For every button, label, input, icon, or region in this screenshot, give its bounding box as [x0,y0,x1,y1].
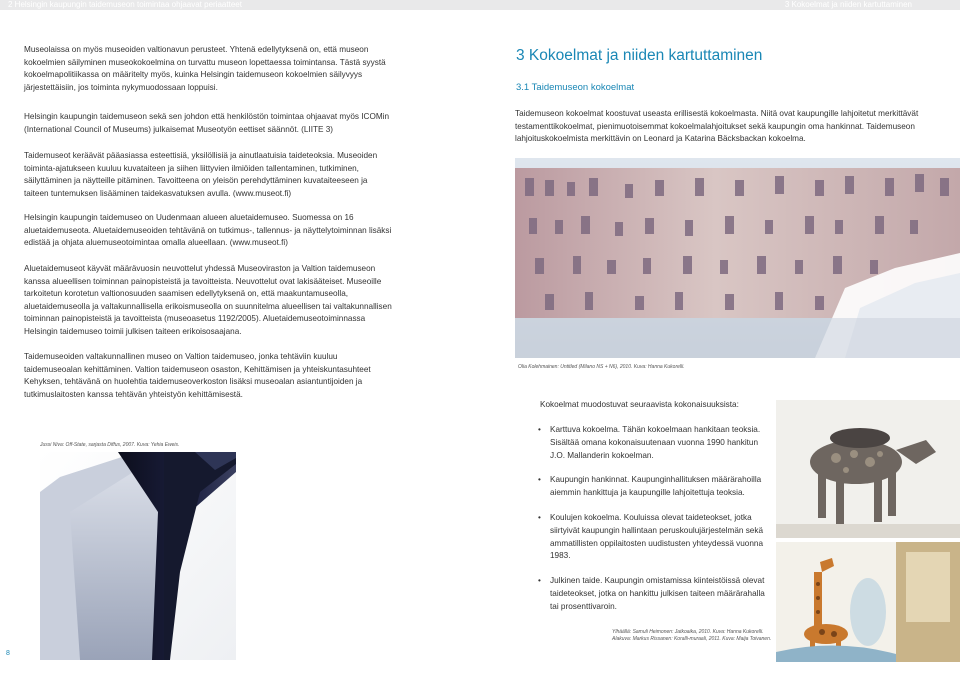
lower-photo-caption-top: Ylhäällä: Samuli Heimonen: Jatkoaika, 2010. Kuva: Hanna Kukorelli. [612,629,764,635]
left-paragraph-2: Helsingin kaupungin taidemuseon sekä sen johdon että henkilöstön toimintaa ohjaavat myös ICOMin (International Council of Museums) julkaisemat Museotyön eettiset säännöt. (LIITE 3) [24,112,390,134]
building-reflection-photo [515,158,960,358]
left-paragraph-1: Museolaissa on myös museoiden valtionavun perusteet. Yhtenä edellytyksenä on, että museon kokoelmien säilyminen museokokoelmina on turvattu museon lopettaessa toimintansa. Tästä syystä kokoelmapolitiikassa on määritelty myös, kuinka Helsingin taidemuseon kokoelmien säilyvyys järjestettäisiin, jos toiminta nykymuodossaan loppuisi. [24,45,386,92]
collection-bullet-1: • Karttuva kokoelma. Tähän kokoelmaan hankitaan teoksia. Sisältää omana kokonaisuutenaan vuonna 1990 hankitun J.O. Mallanderin kokoelman. [538,424,768,462]
section-title: 3.1 Taidemuseon kokoelmat [516,82,635,93]
giraffe-mural-image [776,542,960,662]
page-number: 8 [6,650,10,657]
collections-intro: Kokoelmat muodostuvat seuraavista kokonaisuuksista: [540,400,739,409]
left-paragraph-4: Helsingin kaupungin taidemuseo on Uudenmaan alueen aluetaidemuseo. Suomessa on 16 aluetaidemuseota. Aluetaidemuseoiden tehtävänä on tutkimus-, tallennus- ja näyttelytoiminnan lisäksi edistää ja ohjata aluemuseotoimintaa omalla alueellaan. (www.museot.fi) [24,213,392,248]
animal-painting-image [776,400,960,538]
chapter-title: 3 Kokoelmat ja niiden kartuttaminen [516,47,763,64]
collection-bullet-4: • Julkinen taide. Kaupungin omistamissa kiinteistöissä olevat taideteokset, jotka on hankittu julkisen taiteen määrärahalla tai prosenttivaroin. [538,575,768,613]
collection-bullet-2: • Kaupungin hankinnat. Kaupunginhallituksen määrärahoilla aiemmin hankittuja ja kaupungille lahjoitettuja teoksia. [538,474,768,500]
right-paragraph-1: Taidemuseon kokoelmat koostuvat useasta erillisestä kokoelmasta. Niitä ovat kaupungille lahjoitetut merkittävät testamenttikokoelmat, pienimuotoisemmat kokoelmalahjoitukset sekä kaupungin oma hankinnat. Taidemuseon lahjoituskokoelmista merkittävin on Leonard ja Katarina Bäcksbackan kokoelma. [515,109,919,144]
building-photo-caption: Olia Kolehmainen: Untitled (Milano NS + N6), 2010. Kuva: Hanna Kukorelli. [518,364,685,370]
lower-photo-caption-bottom: Alakuva: Markus Rissanen: Koralli-muraali, 2011. Kuva: Maija Toivanen. [612,636,772,642]
left-image-caption: Jussi Niva: Off-State, sarjasta Diffus, 2007. Kuva: Yehia Eweis. [40,442,180,448]
running-header-right: 3 Kokoelmat ja niiden kartuttaminen [784,0,912,9]
running-header-left: 2 Helsingin kaupungin taidemuseon toimintaa ohjaavat periaatteet [8,0,242,9]
left-paragraph-5: Aluetaidemuseot käyvät määrävuosin neuvottelut yhdessä Museoviraston ja Valtion taidemuseon kanssa alueellisen toiminnan painopisteistä ja tavoitteista. Neuvottelut ovat lakisääteiset. Museoille tarkoitetun korotetun valtionosuuden saamisen edellytyksenä on, että maakuntamuseolla, aluetaidemuseolla ja valtakunnallisella erikoismuseolla on suunnitelma alueellisen tai valtakunnallisen toiminnan painopisteistä ja tavoitteista (museoasetus 1192/2005). Aluetaidemuseotoiminnassa Helsingin taidemuseo toimii julkisen taiteen erikoisosaajana. [24,264,392,336]
off-state-artwork-image [40,452,236,660]
left-paragraph-3: Taidemuseot keräävät pääasiassa esteettisiä, yksilöllisiä ja ainutlaatuisia taideteoksia. Museoiden toiminta-ajatukseen kuuluu kuvataiteen ja siihen liittyvien ilmiöiden tallentaminen, tutkiminen, säilyttäminen ja näytteille pitäminen. Tavoitteena on yleisön perehdyttäminen kuvataiteeseen ja taiteen tuntemuksen lisääminen taidekasvatuksen avulla. (www.museot.fi) [24,151,378,198]
collection-bullet-3: • Koulujen kokoelma. Kouluissa olevat taideteokset, jotka siirtyivät kaupungin hallintaan peruskoulujärjestelmän sekä ammatillisten oppilaitosten uudistusten yhteydessä vuonna 1983. [538,512,768,563]
left-paragraph-6: Taidemuseoiden valtakunnallinen museo on Valtion taidemuseo, jonka tehtäviin kuuluu taidemuseoalan kehittäminen. Valtion taidemuseon osaston, Kehittämisen ja yhteiskuntasuhteet Kehyksen, tehtävänä on huolehtia taidemuseoverkoston lisäksi museoalan asiantuntijoiden ja tutkimuslaitosten kanssa tehtävän yhteistyön kehittämisestä. [24,352,371,399]
collections-list [538,424,768,626]
